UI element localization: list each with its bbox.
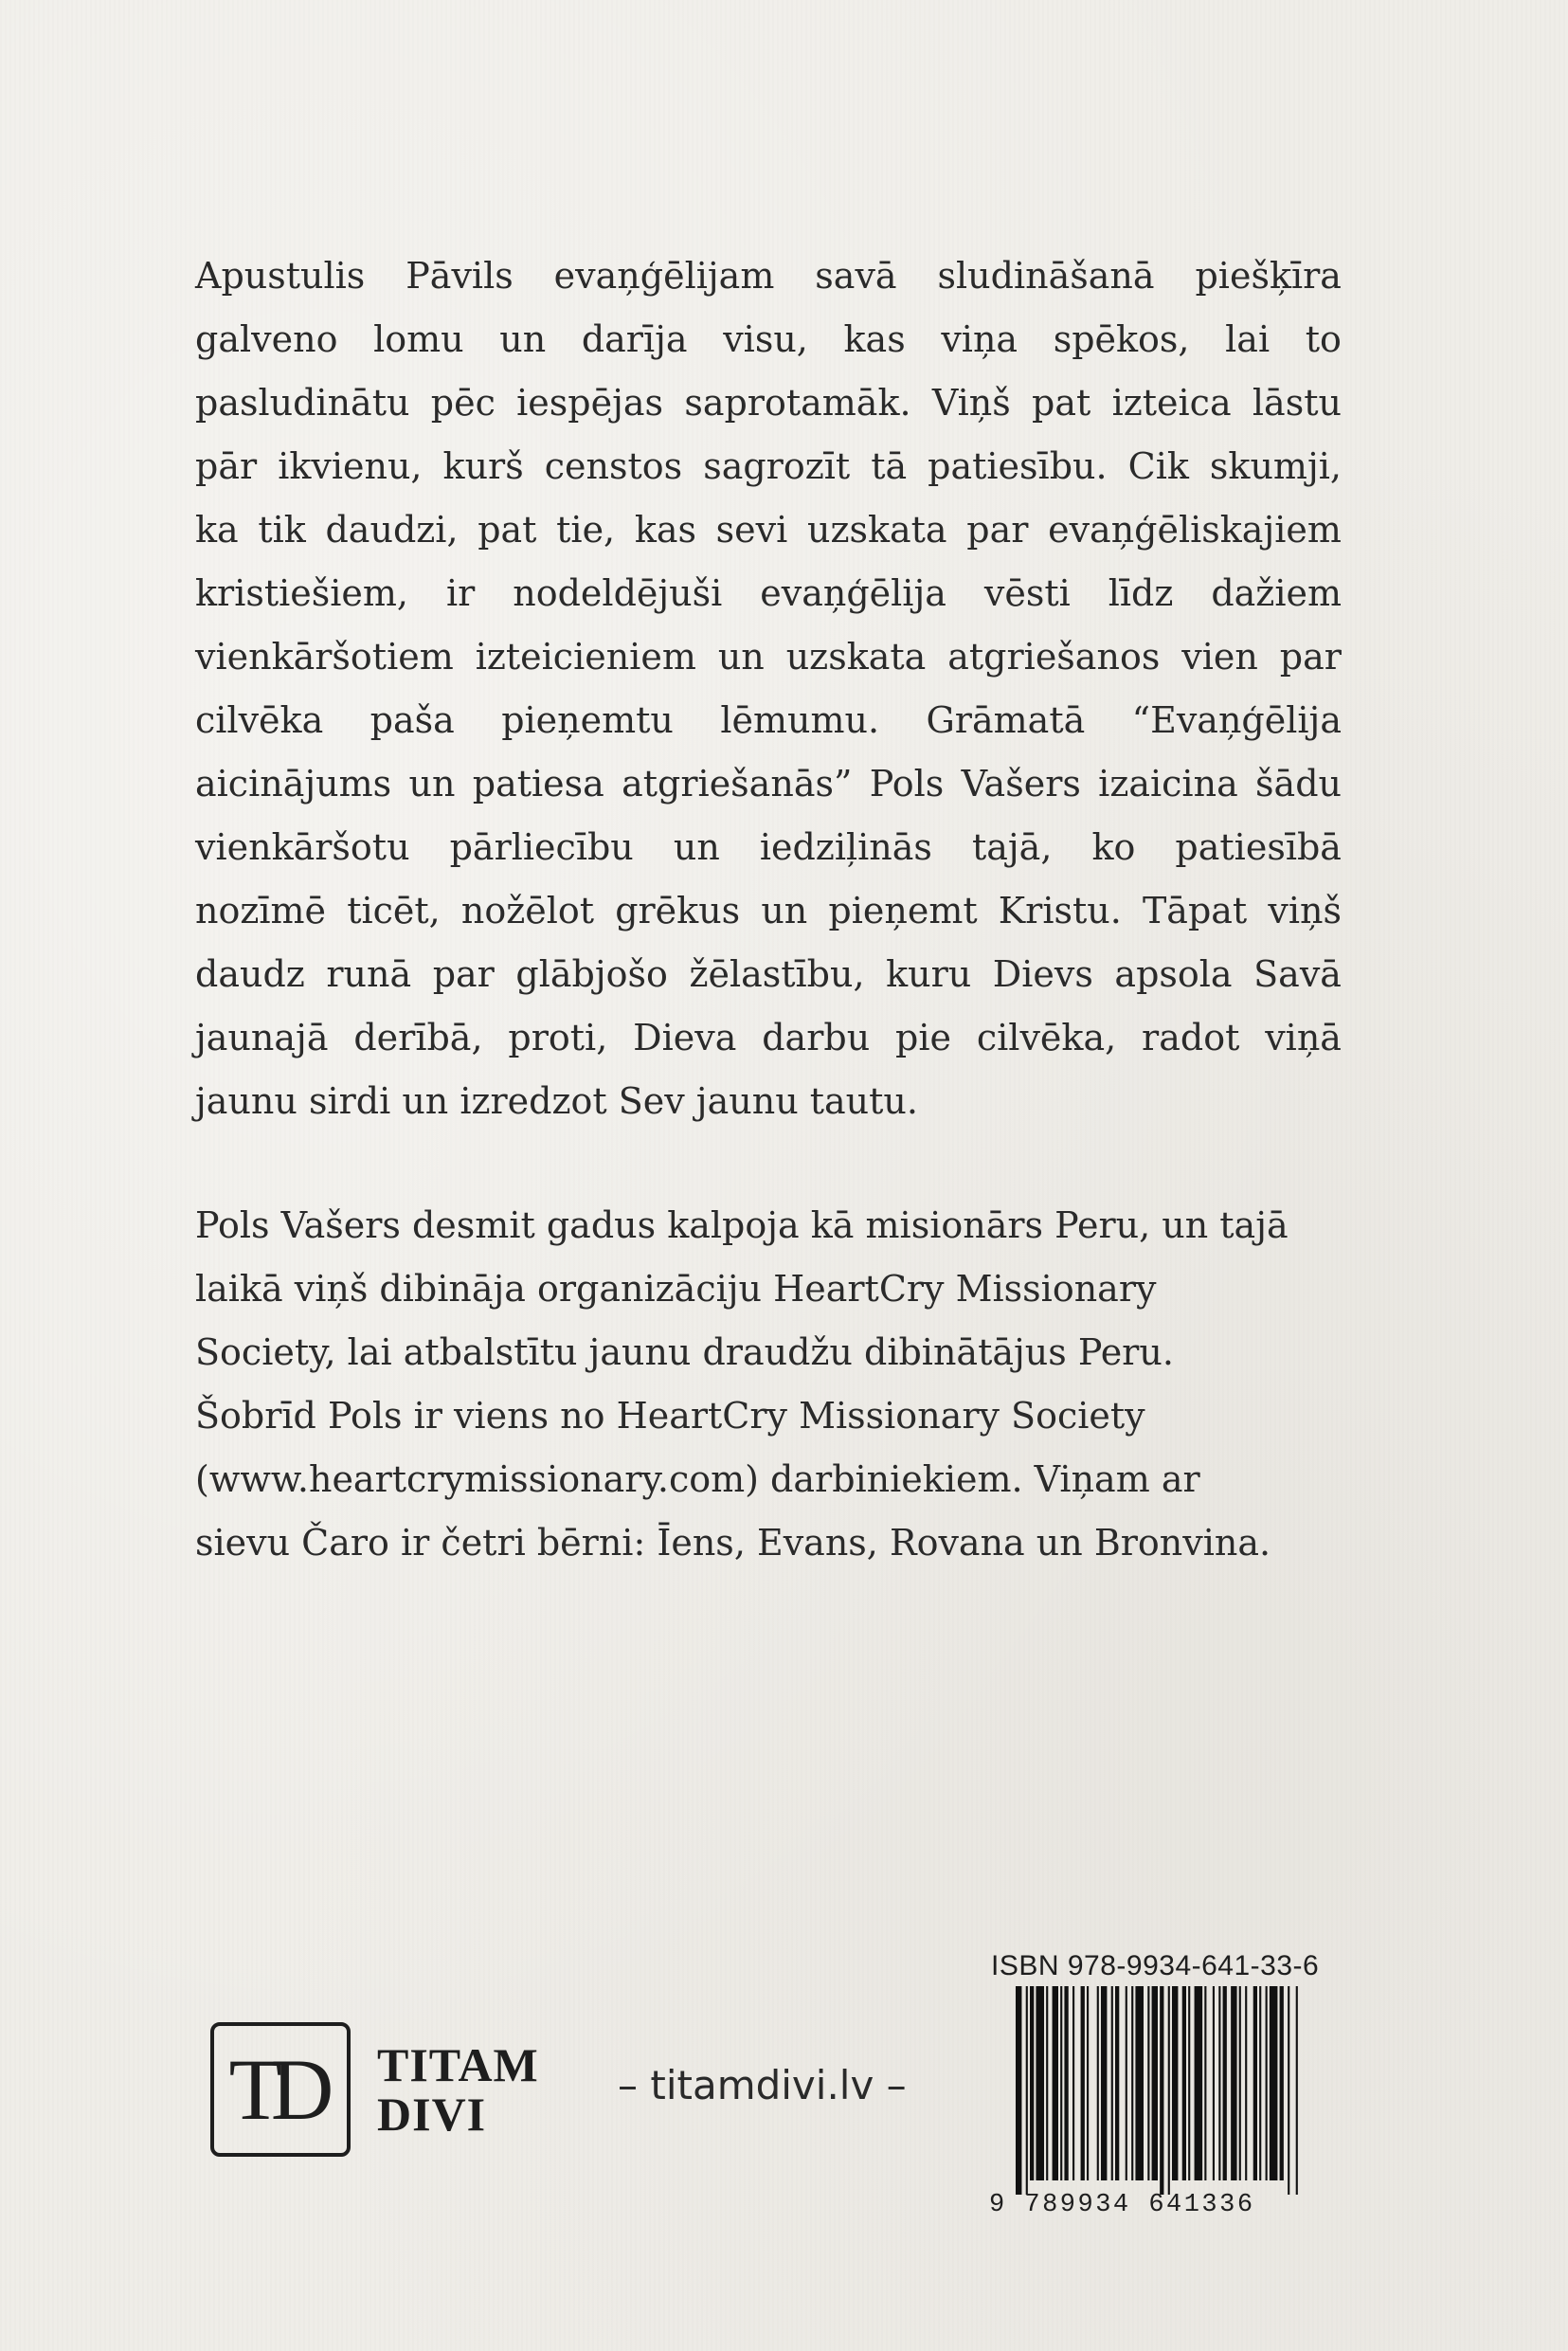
barcode-bar bbox=[1270, 1986, 1278, 2180]
publisher-logo bbox=[210, 2022, 539, 2157]
barcode-bar bbox=[1046, 1986, 1048, 2180]
barcode-bar bbox=[1016, 1986, 1021, 2195]
barcode-digits: 9 789934 641336 bbox=[989, 2191, 1255, 2219]
text-line: pasludinātu pēc iespējas saprotamāk. Viņš pat izteica lāstu bbox=[195, 382, 1342, 424]
barcode-bar bbox=[1223, 1986, 1227, 2180]
barcode-bar bbox=[1053, 1986, 1058, 2180]
barcode-bar bbox=[1188, 1986, 1190, 2180]
publisher-website: – titamdivi.lv – bbox=[618, 2062, 907, 2108]
isbn-barcode bbox=[1016, 1986, 1300, 2195]
publisher-name bbox=[377, 2040, 539, 2139]
barcode-bar bbox=[1030, 1986, 1034, 2180]
author-bio-paragraph bbox=[195, 1194, 1342, 1575]
text-line: ka tik daudzi, pat tie, kas sevi uzskata par evaņģēliskajiem bbox=[195, 509, 1342, 551]
text-line: kristiešiem, ir nodeldējuši evaņģēlija vēsti līdz dažiem bbox=[195, 572, 1342, 614]
barcode-bar bbox=[1060, 1986, 1062, 2180]
isbn-label: ISBN 978-9934-641-33-6 bbox=[991, 1950, 1320, 1981]
barcode-bar bbox=[1101, 1986, 1107, 2180]
barcode-bar bbox=[1213, 1986, 1215, 2180]
text-line: Apustulis Pāvils evaņģēlijam savā sludināšanā piešķīra bbox=[195, 255, 1342, 297]
text-line: Pols Vašers desmit gadus kalpoja kā misionārs Peru, un tajā bbox=[195, 1204, 1289, 1246]
barcode-bar bbox=[1036, 1986, 1044, 2180]
barcode-bar bbox=[1126, 1986, 1127, 2180]
text-line: vienkāršotu pārliecību un iedziļinās tajā, ko patiesībā bbox=[195, 826, 1342, 868]
barcode-bar bbox=[1160, 1986, 1163, 2195]
publisher-name-line2: DIVI bbox=[377, 2088, 487, 2141]
barcode-bar bbox=[1135, 1986, 1144, 2180]
barcode-bar bbox=[1097, 1986, 1099, 2180]
barcode-bar bbox=[1168, 1986, 1170, 2195]
barcode-bar bbox=[1064, 1986, 1068, 2180]
barcode-bar bbox=[1131, 1986, 1133, 2180]
barcode-bar bbox=[1245, 1986, 1247, 2180]
barcode-bar bbox=[1288, 1986, 1289, 2195]
barcode-bar bbox=[1147, 1986, 1149, 2180]
barcode-bar bbox=[1239, 1986, 1241, 2180]
description-paragraph bbox=[195, 244, 1342, 1133]
barcode-bar bbox=[1218, 1986, 1220, 2180]
barcode-bar bbox=[1111, 1986, 1113, 2180]
publisher-name-line1: TITAM bbox=[377, 2038, 539, 2091]
barcode-bar bbox=[1296, 1986, 1298, 2195]
text-line: jaunajā derībā, proti, Dieva darbu pie cilvēka, radot viņā bbox=[195, 1017, 1342, 1058]
text-line: daudz runā par glābjošo žēlastību, kuru Dievs apsola Savā bbox=[195, 953, 1342, 995]
barcode-bar bbox=[1259, 1986, 1261, 2180]
barcode-bar bbox=[1152, 1986, 1158, 2180]
barcode-bar bbox=[1195, 1986, 1203, 2180]
text-line: (www.heartcrymissionary.com) darbiniekiem. Viņam ar bbox=[195, 1458, 1200, 1500]
text-line: aicinājums un patiesa atgriešanās” Pols Vašers izaicina šādu bbox=[195, 763, 1342, 805]
barcode-bar bbox=[1204, 1986, 1206, 2180]
barcode-bar bbox=[1172, 1986, 1178, 2180]
barcode-bar bbox=[1081, 1986, 1085, 2180]
barcode-bar bbox=[1115, 1986, 1119, 2180]
barcode-bar bbox=[1072, 1986, 1074, 2180]
text-line: sievu Čaro ir četri bērni: Īens, Evans, Rovana un Bronvina. bbox=[195, 1522, 1271, 1564]
text-line: Šobrīd Pols ir viens no HeartCry Missionary Society bbox=[195, 1395, 1145, 1437]
text-line: jaunu sirdi un izredzot Sev jaunu tautu. bbox=[195, 1080, 918, 1122]
publisher-monogram: TD bbox=[210, 2022, 351, 2157]
barcode-bar bbox=[1026, 1986, 1028, 2195]
text-line: galveno lomu un darīja visu, kas viņa spēkos, lai to bbox=[195, 318, 1342, 360]
text-line: nozīmē ticēt, nožēlot grēkus un pieņemt Kristu. Tāpat viņš bbox=[195, 890, 1342, 931]
barcode-bar bbox=[1266, 1986, 1268, 2180]
barcode-bar bbox=[1231, 1986, 1236, 2180]
text-line: pār ikvienu, kurš censtos sagrozīt tā patiesību. Cik skumji, bbox=[195, 445, 1342, 487]
text-line: laikā viņš dibināja organizāciju HeartCry Missionary bbox=[195, 1268, 1157, 1310]
barcode-bar bbox=[1280, 1986, 1284, 2180]
barcode-bar bbox=[1087, 1986, 1089, 2180]
text-line: cilvēka paša pieņemtu lēmumu. Grāmatā “Evaņģēlija bbox=[195, 699, 1342, 741]
text-line: vienkāršotiem izteicieniem un uzskata atgriešanos vien par bbox=[195, 636, 1342, 678]
barcode-bar bbox=[1253, 1986, 1257, 2180]
barcode-bar bbox=[1182, 1986, 1186, 2180]
text-line: Society, lai atbalstītu jaunu draudžu dibinātājus Peru. bbox=[195, 1331, 1174, 1373]
